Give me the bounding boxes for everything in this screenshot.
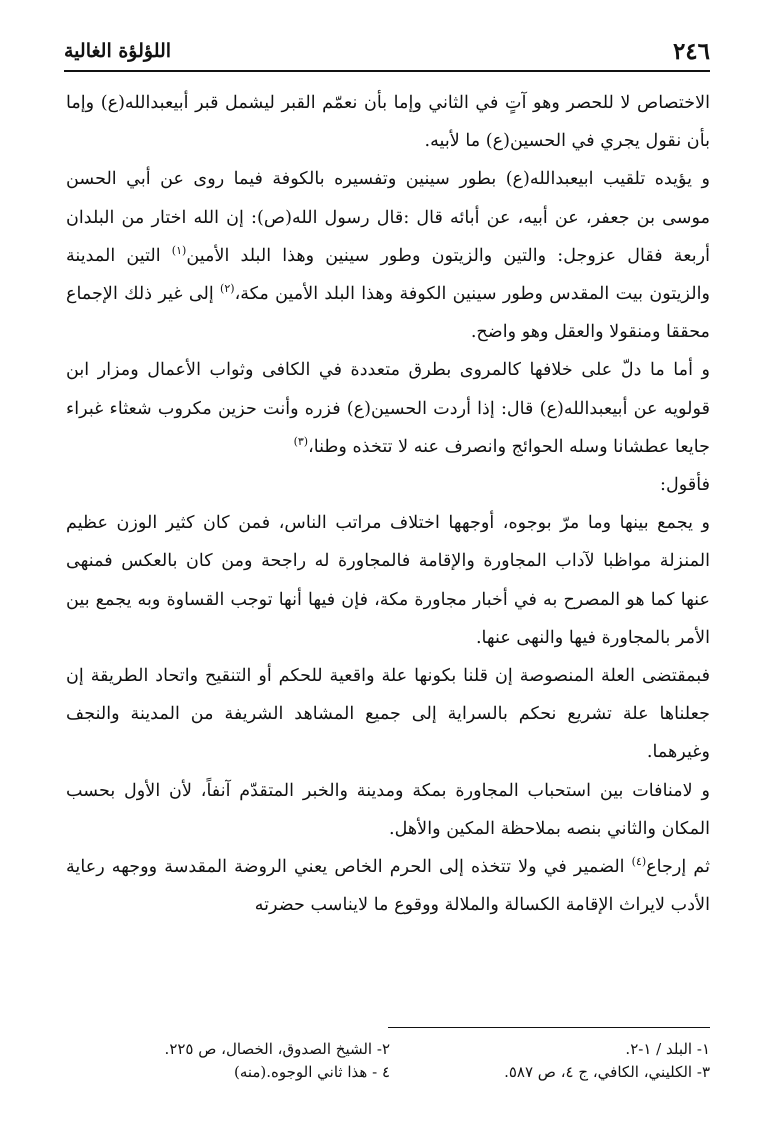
footnote-2: ٢- الشيخ الصدوق، الخصال، ص ٢٢٥. bbox=[164, 1040, 390, 1058]
running-title: اللؤلؤة الغالية bbox=[64, 40, 172, 62]
paragraph bbox=[66, 160, 710, 351]
paragraph-text: التين المدينة والزيتون بيت المقدس وطور سينين الكوفة وهذا البلد الأمين مكة، bbox=[66, 245, 710, 305]
footnote-4: ٤ - هذا ثاني الوجوه.(منه) bbox=[233, 1063, 390, 1081]
footnote-ref: (٣) bbox=[293, 434, 309, 448]
footnote-ref: (٢) bbox=[220, 282, 235, 296]
paragraph bbox=[66, 772, 710, 848]
footnotes bbox=[70, 1038, 710, 1084]
paragraph-text: فأقول: bbox=[660, 475, 710, 496]
paragraph-text: و يجمع بينها وما مرّ بوجوه، أوجهها اختلاف مراتب الناس، فمن كان كثير الوزن عظيم المنزلة مواظبا لآداب المجاورة والإقامة فالمجاورة له راجحة ومن كان بالعكس فمنهى عنها كما هو المصرح به في أخبار مجاورة مكة، فإن فيها أنها توجب القساوة وبه يجمع بين الأمر بالمجاورة فيها والنهى عنها. bbox=[66, 513, 710, 648]
footnote-1: ١- البلد / ١-٢. bbox=[625, 1040, 710, 1058]
paragraph bbox=[66, 504, 710, 657]
paragraph-text: الاختصاص لا للحصر وهو آتٍ في الثاني وإما بأن نعمّم القبر ليشمل قبر أبيعبدالله(ع) وإما بأن نقول يجري في الحسين(ع) ما لأبيه. bbox=[66, 93, 710, 152]
paragraph-text: و يؤيده تلقيب ابيعبدالله(ع) بطور سينين وتفسيره بالكوفة فيما روى عن أبي الحسن موسى بن جعفر، عن أبيه، عن أبائه قال :قال رسول الله(ص): إن الله اختار من البلدان أربعة فقال عزوجل: والتين والزيتون وطور سينين وهذا البلد الأمين bbox=[66, 169, 710, 266]
paragraph bbox=[66, 657, 710, 772]
paragraph-text: إلى غير ذلك الإجماع محققا ومنقولا والعقل وهو واضح. bbox=[66, 284, 710, 343]
paragraph-text: ثم إرجاع bbox=[646, 857, 710, 878]
paragraph bbox=[66, 466, 710, 504]
footnote-3: ٣- الكليني، الكافي، ج ٤، ص ٥٨٧. bbox=[504, 1063, 710, 1081]
paragraph bbox=[66, 84, 710, 160]
footnote-ref: (٤) bbox=[631, 855, 647, 869]
footnote-ref: (١) bbox=[171, 243, 187, 257]
paragraph-text: و أما ما دلّ على خلافها كالمروى بطرق متعددة في الكافى وثواب الأعمال ومزار ابن قولويه عن أبيعبدالله(ع) قال: إذا أردت الحسين(ع) فزره وأنت حزين مكروب شعثاء غبراء جايعا عطشانا وسله الحوائج وانصرف عنه لا تتخذه وطنا، bbox=[66, 360, 710, 457]
page-header bbox=[64, 36, 710, 72]
paragraph bbox=[66, 848, 710, 924]
footnote-separator bbox=[388, 1027, 710, 1028]
page-number: ٢٤٦ bbox=[672, 38, 710, 65]
body-text bbox=[66, 84, 710, 924]
paragraph bbox=[66, 351, 710, 466]
paragraph-text: فبمقتضى العلة المنصوصة إن قلنا بكونها علة واقعية للحكم أو التنقيح واتحاد الطريقة إن جعلناها علة تشريع نحكم بالسراية إلى جميع المشاهد الشريفة من المدينة والنجف وغيرهما. bbox=[66, 666, 710, 763]
paragraph-text: و لامنافات بين استحباب المجاورة بمكة ومدينة والخبر المتقدّم آنفاً، لأن الأول بحسب المكان والثاني بنصه بملاحظة المكين والأهل. bbox=[66, 780, 710, 839]
footnote-row bbox=[70, 1061, 710, 1084]
footnote-row bbox=[70, 1038, 710, 1061]
paragraph-text: الضمير في ولا تتخذه إلى الحرم الخاص يعني الروضة المقدسة ووجهه رعاية الأدب لايراث الإقامة الكسالة والملالة ووقوع ما لايناسب حضرته bbox=[66, 857, 710, 916]
